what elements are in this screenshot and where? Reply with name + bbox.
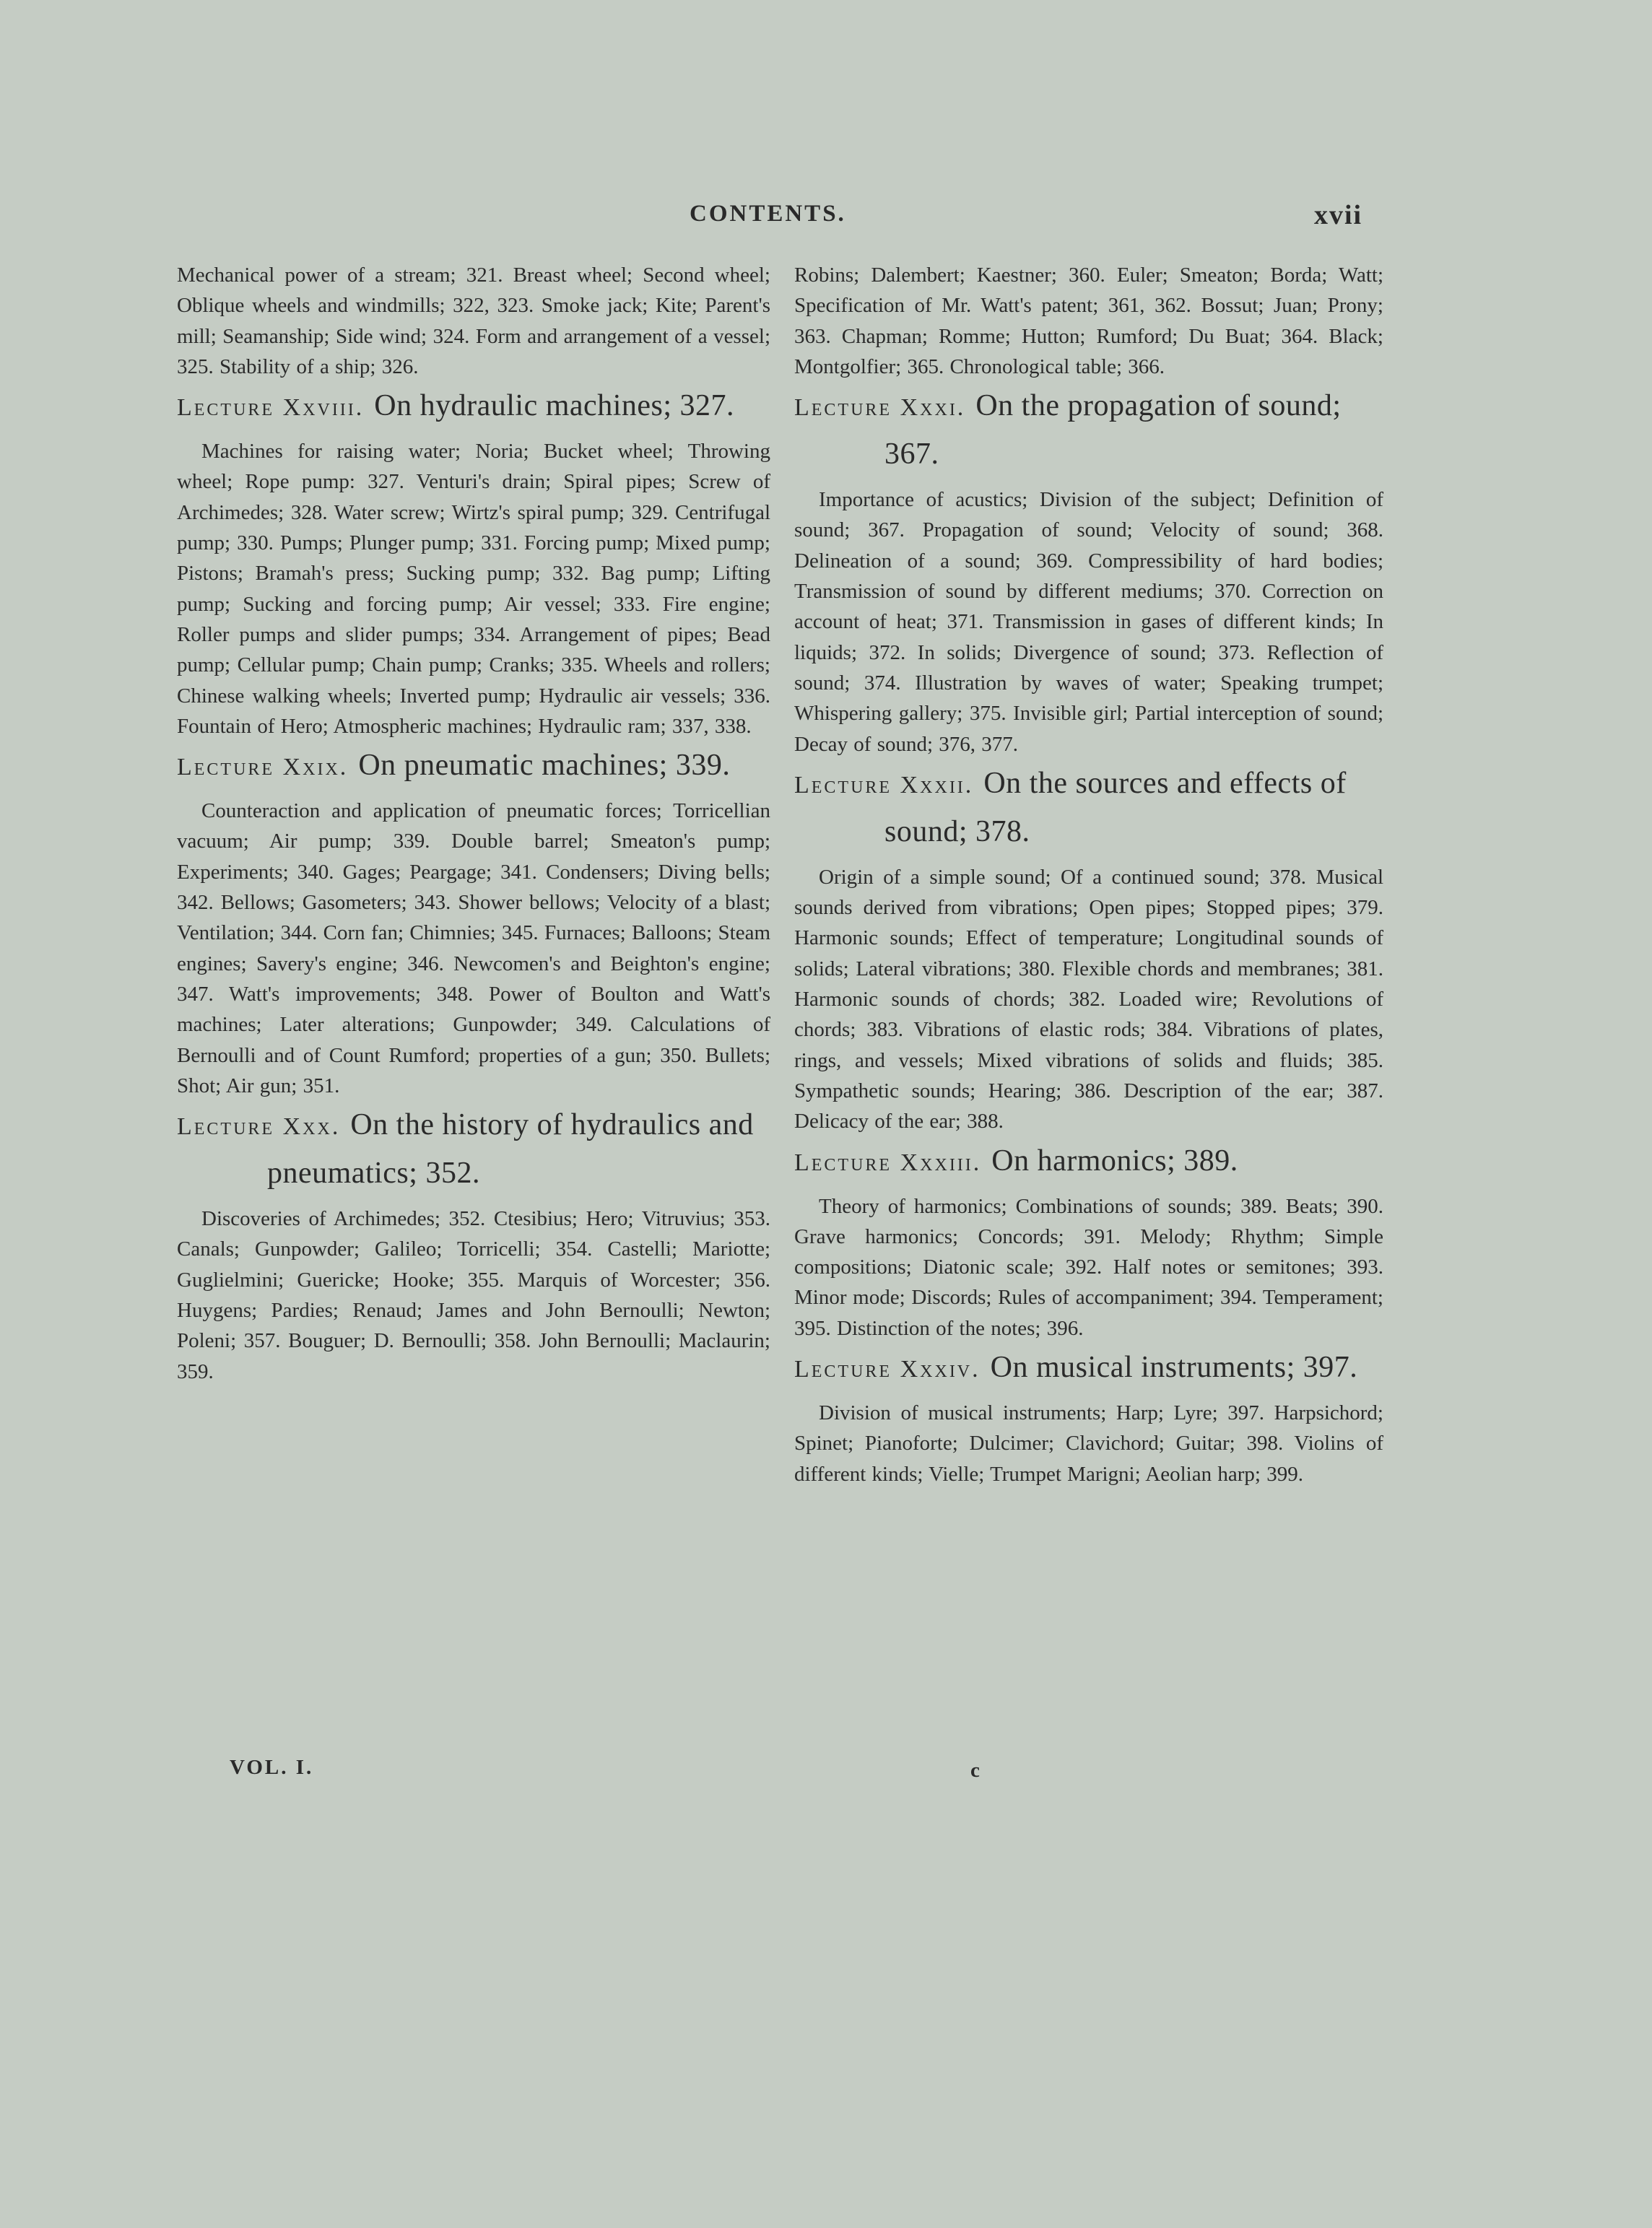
contents-paragraph: Theory of harmonics; Combinations of sounds; 389. Beats; 390. Grave harmonics; Concords; 391. Melody; Rhythm; Simple compositions; Diatonic scale; 392. Half notes or semitones; 393. Minor mode; Discords; Rules of accompaniment; 394. Temperament; 395. Distinction of the notes; 396. [794,1194,1383,1340]
lecture-title: On hydraulic machines; 327. [374,389,735,423]
lecture-heading-31 [794,385,1383,482]
lecture-label: Lecture Xxxiii. [794,1149,982,1176]
lecture-title: On the propagation of sound; 367. [884,389,1342,471]
lecture-label: Lecture Xxxi. [794,394,966,422]
contents-paragraph: Mechanical power of a stream; 321. Breast wheel; Second wheel; Oblique wheels and windmills; 322, 323. Smoke jack; Kite; Parent's mill; Seamanship; Side wind; 324. Form and arrangement of a vessel; 325. Stability of a ship; 326. [177,264,770,378]
lecture-heading-33 [794,1140,1383,1188]
lecture-heading-29 [177,744,770,793]
running-title: CONTENTS. [690,201,846,227]
contents-paragraph: Division of musical instruments; Harp; Lyre; 397. Harpsichord; Spinet; Pianoforte; Dulcimer; Clavichord; Guitar; 398. Violins of different kinds; Vielle; Trumpet Marigni; Aeolian harp; 399. [794,1401,1383,1486]
page-header [0,201,1652,244]
right-column [794,260,1383,1489]
lecture-label: Lecture Xxxii. [794,771,974,798]
lecture-title: On the sources and effects of sound; 378. [884,766,1347,848]
lecture-heading-34 [794,1346,1383,1395]
left-column [177,260,770,1387]
lecture-heading-30 [177,1104,770,1201]
lecture-label: Lecture Xxix. [177,754,349,781]
volume-mark: VOL. I. [230,1756,314,1779]
signature-mark: c [970,1759,980,1782]
lecture-label: Lecture Xxx. [177,1113,341,1141]
contents-paragraph: Robins; Dalembert; Kaestner; 360. Euler; Smeaton; Borda; Watt; Specification of Mr. Watt's patent; 361, 362. Bossut; Juan; Prony; 363. Chapman; Romme; Hutton; Rumford; Du Buat; 364. Black; Montgolfier; 365. Chronological table; 366. [794,264,1383,378]
contents-paragraph: Importance of acustics; Division of the subject; Definition of sound; 367. Propagation of sound; Velocity of sound; 368. Delineation of a sound; 369. Compressibility of hard bodies; Transmission of sound by different mediums; 370. Correction on account of heat; 371. Transmission in gases of different kinds; In liquids; 372. In solids; Divergence of sound; 373. Reflection of sound; 374. Illustration by waves of water; Speaking trumpet; Whispering gallery; 375. Invisible girl; Partial interception of sound; Decay of sound; 376, 377. [794,488,1383,756]
contents-paragraph: Machines for raising water; Noria; Bucket wheel; Throwing wheel; Rope pump: 327. Venturi's drain; Spiral pipes; Screw of Archimedes; 328. Water screw; Wirtz's spiral pump; 329. Centrifugal pump; 330. Pumps; Plunger pump; 331. Forcing pump; Mixed pump; Pistons; Bramah's press; Sucking pump; 332. Bag pump; Lifting pump; Sucking and forcing pump; Air vessel; 333. Fire engine; Roller pumps and slider pumps; 334. Arrangement of pipes; Bead pump; Cellular pump; Chain pump; Cranks; 335. Wheels and rollers; Chinese walking wheels; Inverted pump; Hydraulic air vessels; 336. Fountain of Hero; Atmospheric machines; Hydraulic ram; 337, 338. [177,440,770,738]
lecture-heading-28 [177,385,770,433]
lecture-label: Lecture Xxxiv. [794,1356,981,1383]
contents-paragraph: Discoveries of Archimedes; 352. Ctesibius; Hero; Vitruvius; 353. Canals; Gunpowder; Galileo; Torricelli; 354. Castelli; Mariotte; Guglielmini; Guericke; Hooke; 355. Marquis of Worcester; 356. Huygens; Pardies; Renaud; James and John Bernoulli; Newton; Poleni; 357. Bouguer; D. Bernoulli; 358. John Bernoulli; Maclaurin; 359. [177,1207,770,1383]
contents-paragraph: Origin of a simple sound; Of a continued sound; 378. Musical sounds derived from vibrations; Open pipes; Stopped pipes; 379. Harmonic sounds; Effect of temperature; Longitudinal sounds of solids; Lateral vibrations; 380. Flexible chords and membranes; 381. Harmonic sounds of chords; 382. Loaded wire; Revolutions of chords; 383. Vibrations of elastic rods; 384. Vibrations of plates, rings, and vessels; Mixed vibrations of solids and fluids; 385. Sympathetic sounds; Hearing; 386. Description of the ear; 387. Delicacy of the ear; 388. [794,865,1383,1133]
contents-paragraph: Counteraction and application of pneumatic forces; Torricellian vacuum; Air pump; 339. Double barrel; Smeaton's pump; Experiments; 340. Gages; Peargage; 341. Condensers; Diving bells; 342. Bellows; Gasometers; 343. Shower bellows; Velocity of a blast; Ventilation; 344. Corn fan; Chimnies; 345. Furnaces; Balloons; Steam engines; Savery's engine; 346. Newcomen's and Beighton's engine; 347. Watt's improvements; 348. Power of Boulton and Watt's machines; Later alterations; Gunpowder; 349. Calculations of Bernoulli and of Count Rumford; properties of a gun; 350. Bullets; Shot; Air gun; 351. [177,799,770,1097]
lecture-label: Lecture Xxviii. [177,394,365,422]
lecture-title: On musical instruments; 397. [990,1351,1358,1385]
lecture-title: On harmonics; 389. [991,1144,1238,1178]
lecture-heading-32 [794,762,1383,859]
lecture-title: On pneumatic machines; 339. [358,749,731,783]
page-number: xvii [1314,200,1363,230]
lecture-title: On the history of hydraulics and pneumatics; 352. [267,1108,754,1191]
